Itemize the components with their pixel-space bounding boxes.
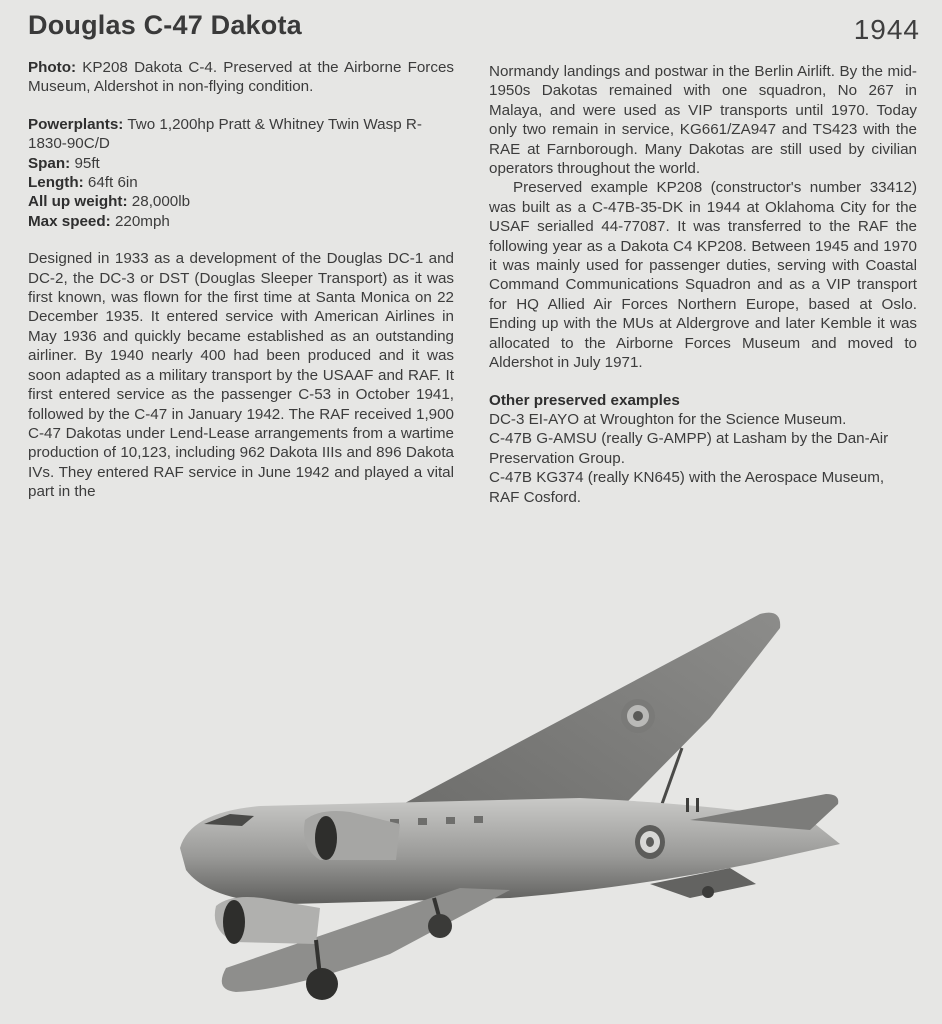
spec-speed-value: 220mph [114, 212, 170, 230]
main-wheel-right [428, 914, 452, 938]
spec-powerplants-label: Powerplants: [28, 115, 124, 133]
spec-weight-value: 28,000lb [131, 193, 191, 211]
left-column [28, 58, 454, 502]
main-wheel-left [306, 968, 338, 1000]
tail-wheel [702, 886, 714, 898]
preserved-item: DC-3 EI-AYO at Wroughton for the Science Museum. [489, 410, 847, 428]
spec-span [28, 154, 454, 173]
history-paragraph-continued: Normandy landings and postwar in the Berlin Airlift. By the mid-1950s Dakotas remained with one squadron, No 267 in Malaya, and were used as VIP transports until 1970. Today only two remain in service, KG661/ZA947 and TS423 with the RAE at Farnborough. Many Dakotas are still used by civilian operators throughout the world. [489, 63, 917, 178]
spec-weight-label: All up weight: [28, 193, 128, 211]
preserved-heading: Other preserved examples [489, 391, 680, 409]
spec-powerplants [28, 115, 454, 154]
spec-span-value: 95ft [74, 154, 100, 172]
wing-roundel [621, 699, 655, 733]
aircraft-photo [150, 598, 942, 1024]
page-title: Douglas C-47 Dakota [28, 10, 302, 40]
photo-label: Photo: [28, 59, 77, 76]
spec-list [28, 115, 454, 231]
history-paragraph: Designed in 1933 as a development of the Douglas DC-1 and DC-2, the DC-3 or DST (Douglas Sleeper Transport) as it was first known, was flown for the first time at Santa Monica on 22 December 1935. It entered service with American Airlines in May 1936 and quickly became established as an outstanding airliner. By 1940 nearly 400 had been produced and it was soon adapted as a military transport by the USAAF and RAF. It first entered service as the passenger C-53 in October 1941, followed by the C-47 in January 1942. The RAF received 1,900 C-47 Dakotas under Lend-Lease arrangements from a wartime production of 10,123, including 962 Dakota IIIs and 896 Dakota IVs. They entered RAF service in June 1942 and played a vital part in the [28, 250, 454, 501]
propeller-hub-left [223, 900, 245, 944]
year-label: 1944 [853, 14, 920, 45]
propeller-hub-right [315, 816, 337, 860]
fuselage-roundel [635, 825, 665, 859]
spec-powerplants-value: Two 1,200hp Pratt & Whitney Twin Wasp R-1830-90C/D [28, 115, 422, 153]
right-column [489, 62, 917, 507]
spec-length-label: Length: [28, 174, 84, 192]
preserved-example-paragraph: Preserved example KP208 (constructor's number 33412) was built as a C-47B-35-DK in 1944 at Oklahoma City for the USAF serialled 44-77087. It was transferred to the RAF the following year as a Dakota C4 KP208. Between 1945 and 1970 it was mainly used for passenger duties, serving with Coastal Command Communications Squadron and as a VIP transport for HQ Allied Air Forces Northern Europe, based at Oslo. Ending up with the MUs at Aldergrove and later Kemble it was allocated to the Airborne Forces Museum and moved to Aldershot in July 1971. [489, 179, 917, 372]
preserved-item: C-47B G-AMSU (really G-AMPP) at Lasham by the Dan-Air Preservation Group. [489, 430, 889, 467]
spec-speed [28, 212, 454, 231]
spec-speed-label: Max speed: [28, 212, 111, 230]
preserved-item: C-47B KG374 (really KN645) with the Aerospace Museum, RAF Cosford. [489, 469, 885, 506]
photo-caption-text: KP208 Dakota C-4. Preserved at the Airborne Forces Museum, Aldershot in non-flying condition. [28, 59, 454, 96]
photo-caption [28, 58, 454, 97]
spec-length [28, 173, 454, 192]
spec-length-value: 64ft 6in [87, 174, 138, 192]
spec-weight [28, 192, 454, 211]
spec-span-label: Span: [28, 154, 71, 172]
